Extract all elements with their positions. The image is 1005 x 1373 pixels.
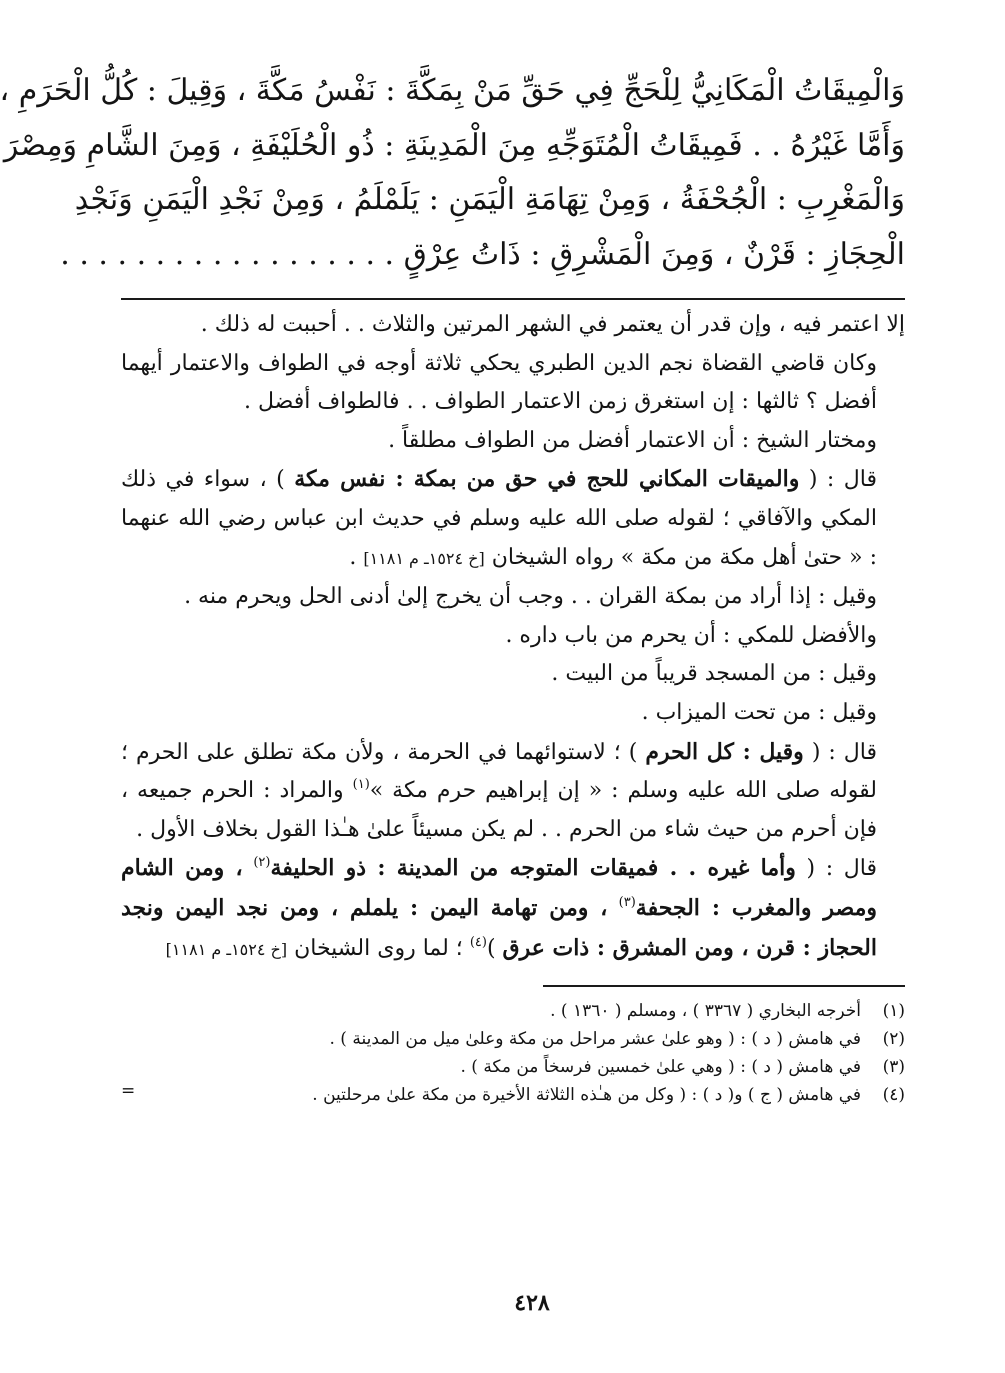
commentary-paragraph — [121, 733, 905, 850]
footnote-number: (٢) — [882, 1029, 905, 1050]
commentary-paragraph: وقيل : من المسجد قريباً من البيت . — [551, 661, 877, 687]
page-number: ٤٢٨ — [514, 1290, 550, 1316]
matn-text — [0, 64, 905, 282]
footnote-item — [121, 997, 905, 1025]
matn-quote: وأما غيره . . فميقات المتوجه من المدينة : ذو الحليفة — [270, 855, 796, 882]
page-body — [0, 64, 905, 1109]
matn-line: وَأَمَّا غَيْرُهُ . . فَمِيقَاتُ الْمُتَوَجِّهِ مِنَ الْمَدِينَةِ : ذُو الْحُلَيْفَةِ ، وَمِنَ الشَّامِ وَمِصْرَ — [3, 127, 905, 163]
matn-quote: والميقات المكاني للحج في حق من بمكة : نفس مكة — [294, 466, 800, 493]
footnote-marker: (٢) — [253, 855, 271, 871]
footnote-item — [121, 1081, 905, 1109]
matn-line: وَالْمِيقَاتُ الْمَكَانِيُّ لِلْحَجِّ فِي حَقِّ مَنْ بِمَكَّةَ : نَفْسُ مَكَّةَ ، وَقِيلَ : كُلُّ الْحَرَمِ ، — [0, 73, 905, 108]
footnote-text: في هامش ( د ) : ( وهو علىٰ عشر مراحل من مكة وعلىٰ ميل من المدينة ) . — [329, 1029, 861, 1050]
footnotes — [121, 997, 905, 1109]
footnote-marker: (١) — [352, 777, 370, 793]
matn-line: الْحِجَازِ : قَرْنٌ ، وَمِنَ الْمَشْرِقِ : ذَاتُ عِرْقٍ . . . . . . . . . . . . . . . . . . — [60, 236, 905, 272]
hadith-reference: [خ ١٥٢٤ـ م ١١٨١] — [363, 548, 485, 568]
continuation-mark: = — [121, 1081, 136, 1102]
matn-separator-rule — [121, 298, 905, 300]
quote-open: قال : ( — [808, 467, 878, 493]
matn-line: وَالْمَغْرِبِ : الْجُحْفَةُ ، وَمِنْ تِهَامَةِ الْيَمَنِ : يَلَمْلَمُ ، وَمِنْ نَجْدِ الْيَمَنِ وَنَجْدِ — [74, 182, 905, 217]
footnote-text: في هامش ( ج ) و( د ) : ( وكل من هـٰذه الثلاثة الأخيرة من مكة علىٰ مرحلتين . — [312, 1085, 861, 1106]
commentary-text-run: ؛ لما روى الشيخان — [294, 935, 463, 961]
footnote-number: (٤) — [882, 1085, 905, 1106]
commentary-text — [121, 306, 905, 969]
footnote-text: في هامش ( د ) : ( وهي علىٰ خمسين فرسخاً من مكة ) . — [460, 1057, 861, 1078]
commentary-paragraph: وقيل : إذا أراد من بمكة القران . . وجب أن يخرج إلىٰ أدنى الحل ويحرم منه . — [184, 584, 877, 610]
commentary-paragraph: إلا اعتمر فيه ، وإن قدر أن يعتمر في الشهر المرتين والثلاث . . أحببت له ذلك . — [200, 312, 905, 337]
commentary-paragraph: وقيل : من تحت الميزاب . — [641, 699, 877, 725]
quote-close: ) — [486, 935, 496, 961]
quote-open: قال : ( — [811, 739, 877, 765]
quote-open: قال : ( — [806, 856, 878, 882]
footnote-text: أخرجه البخاري ( ٣٣٦٧ ) ، ومسلم ( ١٣٦٠ ) . — [550, 1001, 861, 1022]
matn-quote: ، ومن الشام ومصر والمغرب : الجحفة — [121, 855, 877, 921]
footnote-number: (١) — [882, 1001, 905, 1022]
matn-quote: ، ومن تهامة اليمن : يلملم ، ومن نجد اليمن ونجد الحجاز : قرن ، ومن المشرق : ذات عرق — [121, 894, 877, 961]
commentary-paragraph: ومختار الشيخ : أن الاعتمار أفضل من الطواف مطلقاً . — [388, 427, 877, 453]
footnote-number: (٣) — [882, 1057, 905, 1078]
matn-quote: وقيل : كل الحرم — [645, 738, 804, 765]
commentary-text-run: ) ، سواء في ذلك المكي والآفاقي ؛ لقوله صلى الله عليه وسلم في حديث ابن عباس رضي الله عنهما : « حتىٰ أهل مكة من مكة » رواه الشيخان — [121, 467, 877, 570]
footnote-marker: (٤) — [469, 934, 487, 950]
footnote-marker: (٣) — [618, 894, 636, 910]
footnote-item — [121, 1025, 905, 1053]
footnote-item — [121, 1053, 905, 1081]
commentary-paragraph: والأفضل للمكي : أن يحرم من باب داره . — [505, 622, 877, 648]
commentary-paragraph — [121, 849, 905, 969]
commentary-paragraph: قال : ( والميقات المكاني للحج في حق من بمكة : نفس مكة ) ، سواء في ذلك المكي والآفاقي ؛ لقوله صلى الله عليه وسلم في حديث ابن عباس رضي الله عنهما : « حتىٰ أهل مكة من مكة » رواه الشيخان [خ ١٥٢٤ـ م ١١٨١] . — [121, 466, 878, 570]
commentary-text-run: ) ؛ لاستوائهما في الحرمة ، ولأن مكة تطلق على الحرم ؛ لقوله صلى الله عليه وسلم : « إن إبراهيم حرم مكة » — [121, 739, 877, 804]
commentary-paragraph: وكان قاضي القضاة نجم الدين الطبري يحكي ثلاثة أوجه في الطواف والاعتمار أيهما أفضل ؟ ثالثها : إن استغرق زمن الاعتمار الطواف . . فالطواف أفضل . — [121, 350, 877, 415]
commentary-text-run: والمراد : الحرم جميعه ، فإن أحرم من حيث شاء من الحرم . . لم يكن مسيئاً علىٰ هـٰذا القول بخلاف الأول . — [121, 778, 877, 842]
footnote-separator-rule — [543, 985, 905, 987]
hadith-reference: [خ ١٥٢٤ـ م ١١٨١] — [165, 939, 288, 959]
